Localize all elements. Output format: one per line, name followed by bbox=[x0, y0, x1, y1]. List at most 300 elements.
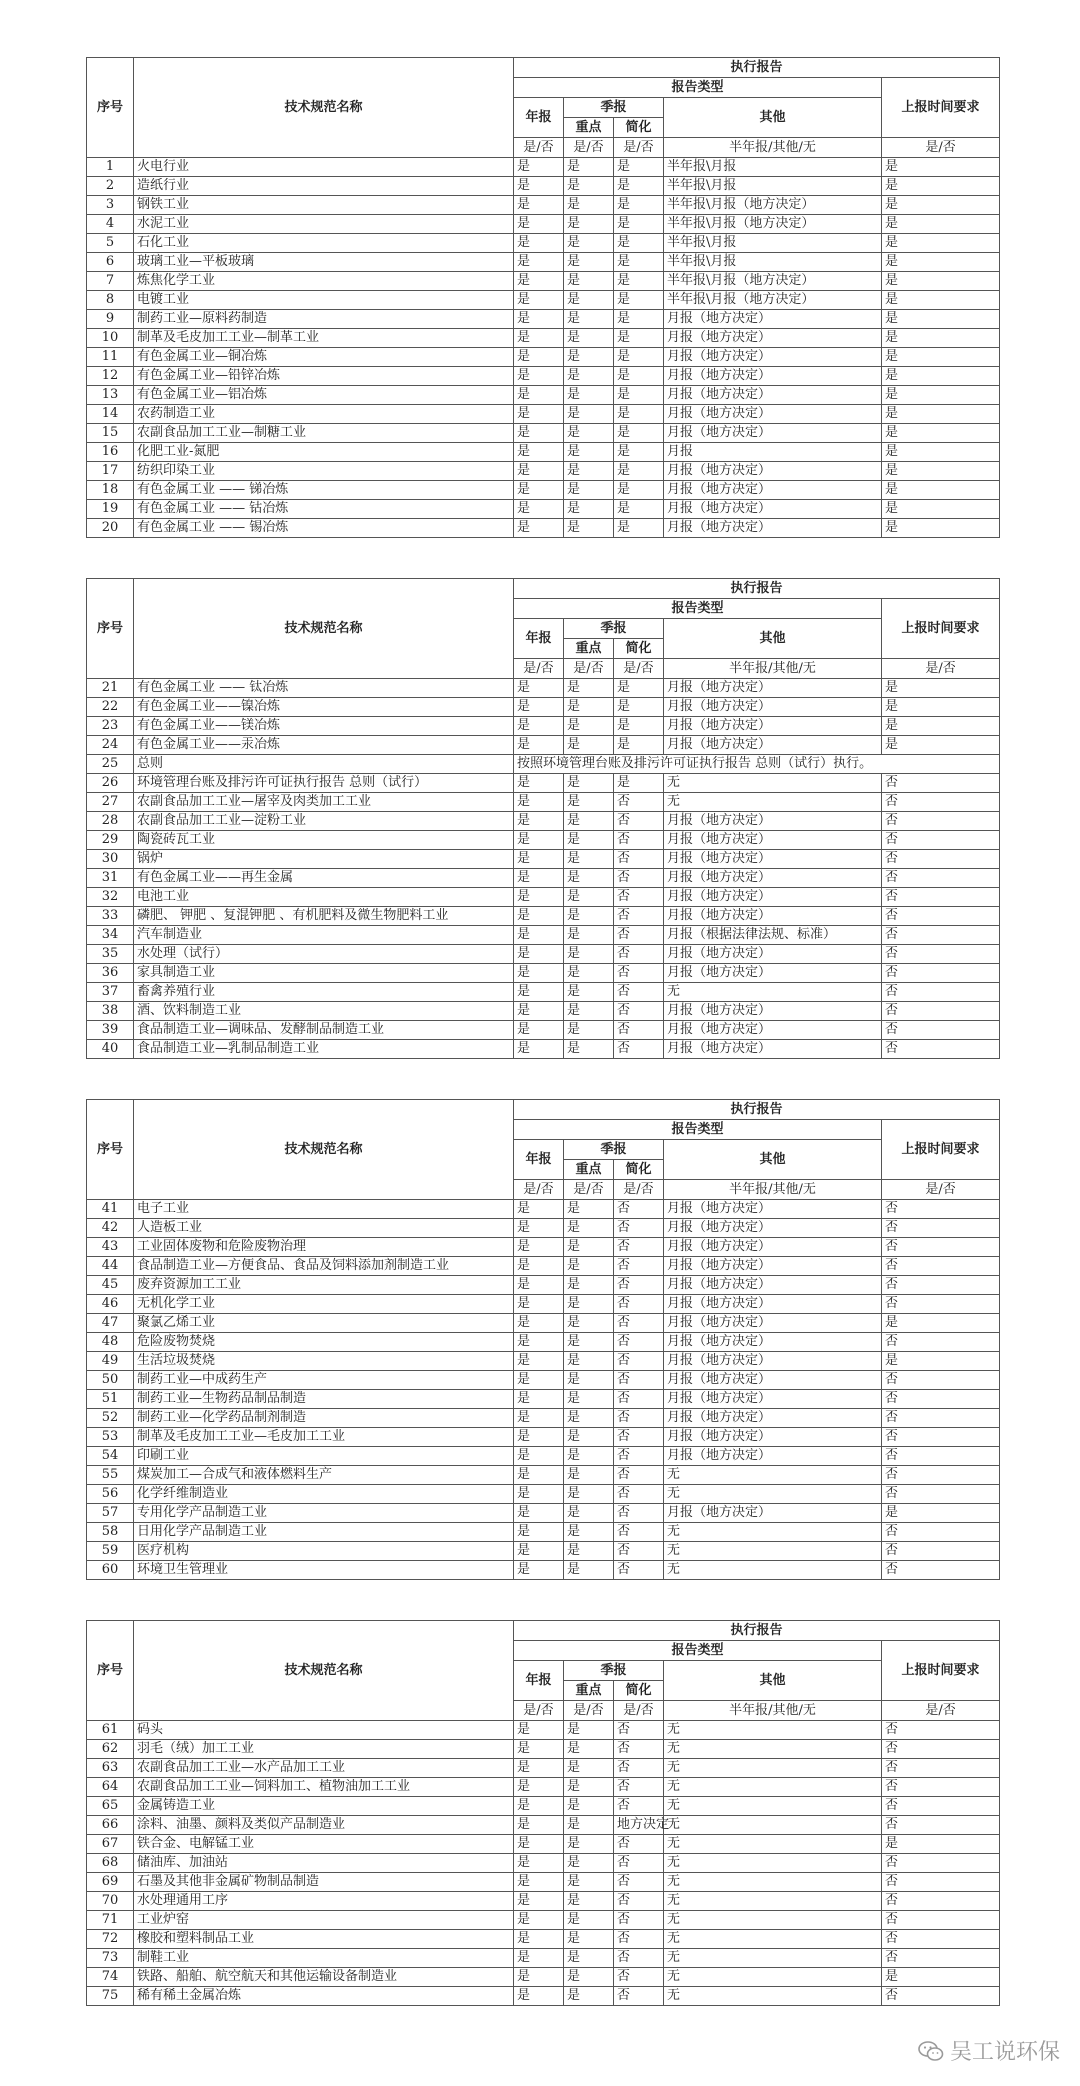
report-table-section-4 bbox=[86, 1620, 1000, 2006]
row-annual: 是 bbox=[514, 310, 564, 329]
header-deadline: 上报时间要求 bbox=[882, 599, 1000, 659]
row-seq: 16 bbox=[87, 443, 134, 462]
table-row bbox=[87, 1816, 1000, 1835]
table-row bbox=[87, 1371, 1000, 1390]
row-key: 是 bbox=[564, 1892, 614, 1911]
table-row bbox=[87, 1219, 1000, 1238]
row-annual: 是 bbox=[514, 812, 564, 831]
row-seq: 63 bbox=[87, 1759, 134, 1778]
row-name: 煤炭加工—合成气和液体燃料生产 bbox=[134, 1466, 514, 1485]
row-other: 月报（地方决定） bbox=[664, 964, 882, 983]
row-annual: 是 bbox=[514, 1238, 564, 1257]
row-other: 无 bbox=[664, 1778, 882, 1797]
row-name: 水处理通用工序 bbox=[134, 1892, 514, 1911]
row-key: 是 bbox=[564, 272, 614, 291]
row-deadline: 是 bbox=[882, 234, 1000, 253]
row-seq: 35 bbox=[87, 945, 134, 964]
row-seq: 44 bbox=[87, 1257, 134, 1276]
row-deadline: 是 bbox=[882, 291, 1000, 310]
row-simplified: 否 bbox=[614, 1854, 664, 1873]
row-annual: 是 bbox=[514, 964, 564, 983]
row-simplified: 否 bbox=[614, 983, 664, 1002]
row-simplified: 是 bbox=[614, 234, 664, 253]
row-seq: 68 bbox=[87, 1854, 134, 1873]
row-name: 酒、饮料制造工业 bbox=[134, 1002, 514, 1021]
row-simplified: 否 bbox=[614, 1002, 664, 1021]
row-name: 食品制造工业—方便食品、食品及饲料添加剂制造工业 bbox=[134, 1257, 514, 1276]
row-seq: 36 bbox=[87, 964, 134, 983]
table-row bbox=[87, 1930, 1000, 1949]
row-deadline: 是 bbox=[882, 443, 1000, 462]
row-simplified: 是 bbox=[614, 462, 664, 481]
header-report-type: 报告类型 bbox=[514, 599, 882, 619]
row-name: 制药工业—化学药品制剂制造 bbox=[134, 1409, 514, 1428]
row-seq: 59 bbox=[87, 1542, 134, 1561]
row-annual: 是 bbox=[514, 272, 564, 291]
header-other-options: 半年报/其他/无 bbox=[664, 659, 882, 679]
row-seq: 51 bbox=[87, 1390, 134, 1409]
row-other: 月报（地方决定） bbox=[664, 424, 882, 443]
row-simplified: 否 bbox=[614, 1040, 664, 1059]
row-annual: 是 bbox=[514, 831, 564, 850]
header-other-options: 半年报/其他/无 bbox=[664, 1701, 882, 1721]
row-annual: 是 bbox=[514, 405, 564, 424]
header-quarterly: 季报 bbox=[564, 1661, 664, 1681]
header-exec-report: 执行报告 bbox=[514, 58, 1000, 78]
row-key: 是 bbox=[564, 869, 614, 888]
table-row bbox=[87, 196, 1000, 215]
header-yn-deadline: 是/否 bbox=[882, 138, 1000, 158]
row-annual: 是 bbox=[514, 698, 564, 717]
header-quarterly: 季报 bbox=[564, 98, 664, 118]
row-simplified: 否 bbox=[614, 1778, 664, 1797]
row-deadline: 否 bbox=[882, 945, 1000, 964]
row-simplified: 是 bbox=[614, 158, 664, 177]
row-simplified: 否 bbox=[614, 888, 664, 907]
row-annual: 是 bbox=[514, 1854, 564, 1873]
row-key: 是 bbox=[564, 1504, 614, 1523]
row-annual: 是 bbox=[514, 443, 564, 462]
row-seq: 4 bbox=[87, 215, 134, 234]
row-simplified: 是 bbox=[614, 774, 664, 793]
row-other: 月报（地方决定） bbox=[664, 850, 882, 869]
row-deadline: 否 bbox=[882, 1447, 1000, 1466]
header-other: 其他 bbox=[664, 98, 882, 138]
row-seq: 46 bbox=[87, 1295, 134, 1314]
row-deadline: 是 bbox=[882, 386, 1000, 405]
row-key: 是 bbox=[564, 1523, 614, 1542]
row-name: 聚氯乙烯工业 bbox=[134, 1314, 514, 1333]
row-key: 是 bbox=[564, 1021, 614, 1040]
wechat-icon bbox=[918, 2040, 944, 2062]
table-row bbox=[87, 367, 1000, 386]
row-seq: 67 bbox=[87, 1835, 134, 1854]
row-simplified: 是 bbox=[614, 367, 664, 386]
row-other: 无 bbox=[664, 1987, 882, 2006]
row-annual: 是 bbox=[514, 1523, 564, 1542]
table-row bbox=[87, 907, 1000, 926]
row-simplified: 是 bbox=[614, 215, 664, 234]
row-name: 制鞋工业 bbox=[134, 1949, 514, 1968]
row-key: 是 bbox=[564, 1721, 614, 1740]
row-seq: 53 bbox=[87, 1428, 134, 1447]
row-simplified: 是 bbox=[614, 310, 664, 329]
row-deadline: 是 bbox=[882, 215, 1000, 234]
header-name: 技术规范名称 bbox=[134, 1100, 514, 1200]
row-simplified: 是 bbox=[614, 253, 664, 272]
table-row bbox=[87, 215, 1000, 234]
header-exec-report: 执行报告 bbox=[514, 1100, 1000, 1120]
header-other-options: 半年报/其他/无 bbox=[664, 1180, 882, 1200]
table-row bbox=[87, 1873, 1000, 1892]
row-deadline: 否 bbox=[882, 1021, 1000, 1040]
row-annual: 是 bbox=[514, 1504, 564, 1523]
row-key: 是 bbox=[564, 812, 614, 831]
row-key: 是 bbox=[564, 1987, 614, 2006]
row-name: 锅炉 bbox=[134, 850, 514, 869]
row-simplified: 是 bbox=[614, 405, 664, 424]
row-name: 环境管理台账及排污许可证执行报告 总则（试行） bbox=[134, 774, 514, 793]
row-seq: 20 bbox=[87, 519, 134, 538]
row-deadline: 否 bbox=[882, 907, 1000, 926]
row-annual: 是 bbox=[514, 1002, 564, 1021]
row-annual: 是 bbox=[514, 736, 564, 755]
row-annual: 是 bbox=[514, 1409, 564, 1428]
row-seq: 29 bbox=[87, 831, 134, 850]
row-simplified: 否 bbox=[614, 850, 664, 869]
table-row bbox=[87, 1542, 1000, 1561]
row-name: 稀有稀土金属冶炼 bbox=[134, 1987, 514, 2006]
row-key: 是 bbox=[564, 253, 614, 272]
row-other: 月报（地方决定） bbox=[664, 481, 882, 500]
row-simplified: 是 bbox=[614, 348, 664, 367]
row-key: 是 bbox=[564, 736, 614, 755]
row-key: 是 bbox=[564, 1040, 614, 1059]
row-simplified: 否 bbox=[614, 1409, 664, 1428]
row-deadline: 否 bbox=[882, 1542, 1000, 1561]
header-yn-simplified: 是/否 bbox=[614, 1180, 664, 1200]
row-key: 是 bbox=[564, 500, 614, 519]
row-name: 生活垃圾焚烧 bbox=[134, 1352, 514, 1371]
table-row bbox=[87, 1561, 1000, 1580]
table-row bbox=[87, 1911, 1000, 1930]
table-row bbox=[87, 1021, 1000, 1040]
header-other-options: 半年报/其他/无 bbox=[664, 138, 882, 158]
row-simplified: 是 bbox=[614, 717, 664, 736]
row-name: 橡胶和塑料制品工业 bbox=[134, 1930, 514, 1949]
row-seq: 3 bbox=[87, 196, 134, 215]
row-key: 是 bbox=[564, 158, 614, 177]
row-key: 是 bbox=[564, 424, 614, 443]
row-name: 总则 bbox=[134, 755, 514, 774]
header-key: 重点 bbox=[564, 1681, 614, 1701]
row-annual: 是 bbox=[514, 215, 564, 234]
row-other: 无 bbox=[664, 1523, 882, 1542]
row-key: 是 bbox=[564, 793, 614, 812]
table-row bbox=[87, 1740, 1000, 1759]
row-seq: 45 bbox=[87, 1276, 134, 1295]
row-name: 工业炉窑 bbox=[134, 1911, 514, 1930]
row-seq: 22 bbox=[87, 698, 134, 717]
row-seq: 12 bbox=[87, 367, 134, 386]
row-name: 危险废物焚烧 bbox=[134, 1333, 514, 1352]
row-simplified: 否 bbox=[614, 1542, 664, 1561]
table-row bbox=[87, 253, 1000, 272]
row-simplified: 否 bbox=[614, 1200, 664, 1219]
header-seq: 序号 bbox=[87, 1621, 134, 1721]
row-seq: 17 bbox=[87, 462, 134, 481]
header-key: 重点 bbox=[564, 118, 614, 138]
row-seq: 5 bbox=[87, 234, 134, 253]
table-row bbox=[87, 926, 1000, 945]
row-simplified: 否 bbox=[614, 1930, 664, 1949]
row-simplified: 否 bbox=[614, 1968, 664, 1987]
row-other: 无 bbox=[664, 1835, 882, 1854]
header-name: 技术规范名称 bbox=[134, 1621, 514, 1721]
row-seq: 48 bbox=[87, 1333, 134, 1352]
row-deadline: 是 bbox=[882, 405, 1000, 424]
row-seq: 34 bbox=[87, 926, 134, 945]
row-deadline: 是 bbox=[882, 253, 1000, 272]
row-annual: 是 bbox=[514, 1447, 564, 1466]
row-name: 制药工业—原料药制造 bbox=[134, 310, 514, 329]
row-annual: 是 bbox=[514, 1721, 564, 1740]
row-name: 有色金属工业—铅锌冶炼 bbox=[134, 367, 514, 386]
table-row bbox=[87, 1759, 1000, 1778]
row-deadline: 否 bbox=[882, 1816, 1000, 1835]
row-annual: 是 bbox=[514, 1542, 564, 1561]
row-seq: 64 bbox=[87, 1778, 134, 1797]
row-name: 陶瓷砖瓦工业 bbox=[134, 831, 514, 850]
table-row bbox=[87, 348, 1000, 367]
row-simplified: 否 bbox=[614, 1485, 664, 1504]
row-deadline: 是 bbox=[882, 481, 1000, 500]
row-name: 农副食品加工工业—饲料加工、植物油加工工业 bbox=[134, 1778, 514, 1797]
row-deadline: 否 bbox=[882, 1200, 1000, 1219]
row-simplified: 否 bbox=[614, 1314, 664, 1333]
table-row bbox=[87, 1485, 1000, 1504]
row-key: 是 bbox=[564, 481, 614, 500]
header-yn-simplified: 是/否 bbox=[614, 659, 664, 679]
row-annual: 是 bbox=[514, 329, 564, 348]
row-note: 按照环境管理台账及排污许可证执行报告 总则（试行）执行。 bbox=[514, 755, 1000, 774]
row-annual: 是 bbox=[514, 1021, 564, 1040]
table-row bbox=[87, 1040, 1000, 1059]
row-name: 有色金属工业——镁冶炼 bbox=[134, 717, 514, 736]
table-row bbox=[87, 272, 1000, 291]
row-name: 水处理（试行） bbox=[134, 945, 514, 964]
row-deadline: 是 bbox=[882, 272, 1000, 291]
row-simplified: 是 bbox=[614, 443, 664, 462]
row-seq: 60 bbox=[87, 1561, 134, 1580]
table-row bbox=[87, 1295, 1000, 1314]
row-name: 农副食品加工工业—淀粉工业 bbox=[134, 812, 514, 831]
row-annual: 是 bbox=[514, 1892, 564, 1911]
header-deadline: 上报时间要求 bbox=[882, 1120, 1000, 1180]
row-other: 月报（地方决定） bbox=[664, 831, 882, 850]
row-annual: 是 bbox=[514, 1257, 564, 1276]
row-name: 有色金属工业——汞冶炼 bbox=[134, 736, 514, 755]
row-simplified: 否 bbox=[614, 1352, 664, 1371]
row-simplified: 是 bbox=[614, 698, 664, 717]
row-deadline: 是 bbox=[882, 698, 1000, 717]
row-seq: 42 bbox=[87, 1219, 134, 1238]
table-row bbox=[87, 519, 1000, 538]
table-row bbox=[87, 1854, 1000, 1873]
row-other: 无 bbox=[664, 1759, 882, 1778]
row-other: 月报（地方决定） bbox=[664, 462, 882, 481]
row-annual: 是 bbox=[514, 234, 564, 253]
row-annual: 是 bbox=[514, 1333, 564, 1352]
table-row bbox=[87, 1276, 1000, 1295]
row-key: 是 bbox=[564, 1428, 614, 1447]
row-deadline: 否 bbox=[882, 793, 1000, 812]
row-seq: 19 bbox=[87, 500, 134, 519]
row-seq: 38 bbox=[87, 1002, 134, 1021]
row-annual: 是 bbox=[514, 945, 564, 964]
header-yn-simplified: 是/否 bbox=[614, 1701, 664, 1721]
row-other: 月报（地方决定） bbox=[664, 1314, 882, 1333]
row-name: 制革及毛皮加工工业—毛皮加工工业 bbox=[134, 1428, 514, 1447]
row-key: 是 bbox=[564, 1295, 614, 1314]
row-deadline: 是 bbox=[882, 500, 1000, 519]
row-other: 无 bbox=[664, 1911, 882, 1930]
table-row bbox=[87, 793, 1000, 812]
table-row bbox=[87, 1390, 1000, 1409]
row-simplified: 是 bbox=[614, 519, 664, 538]
row-seq: 31 bbox=[87, 869, 134, 888]
row-annual: 是 bbox=[514, 1930, 564, 1949]
row-key: 是 bbox=[564, 1276, 614, 1295]
row-deadline: 是 bbox=[882, 717, 1000, 736]
row-simplified: 是 bbox=[614, 291, 664, 310]
row-name: 制革及毛皮加工工业—制革工业 bbox=[134, 329, 514, 348]
header-report-type: 报告类型 bbox=[514, 78, 882, 98]
row-annual: 是 bbox=[514, 869, 564, 888]
header-yn-annual: 是/否 bbox=[514, 1180, 564, 1200]
row-seq: 41 bbox=[87, 1200, 134, 1219]
row-deadline: 是 bbox=[882, 424, 1000, 443]
row-annual: 是 bbox=[514, 926, 564, 945]
row-name: 铁路、船舶、航空航天和其他运输设备制造业 bbox=[134, 1968, 514, 1987]
row-deadline: 否 bbox=[882, 831, 1000, 850]
table-row bbox=[87, 1721, 1000, 1740]
row-other: 月报（地方决定） bbox=[664, 1002, 882, 1021]
row-simplified: 否 bbox=[614, 1428, 664, 1447]
row-annual: 是 bbox=[514, 519, 564, 538]
row-other: 月报（地方决定） bbox=[664, 1040, 882, 1059]
row-name: 农药制造工业 bbox=[134, 405, 514, 424]
row-seq: 71 bbox=[87, 1911, 134, 1930]
row-name: 铁合金、电解锰工业 bbox=[134, 1835, 514, 1854]
row-annual: 是 bbox=[514, 1949, 564, 1968]
table-row bbox=[87, 1835, 1000, 1854]
row-seq: 7 bbox=[87, 272, 134, 291]
row-deadline: 否 bbox=[882, 983, 1000, 1002]
table-row bbox=[87, 1504, 1000, 1523]
row-seq: 54 bbox=[87, 1447, 134, 1466]
table-row bbox=[87, 1987, 1000, 2006]
table-row bbox=[87, 1002, 1000, 1021]
row-other: 半年报\月报（地方决定） bbox=[664, 215, 882, 234]
row-key: 是 bbox=[564, 462, 614, 481]
row-key: 是 bbox=[564, 1200, 614, 1219]
row-seq: 18 bbox=[87, 481, 134, 500]
row-simplified: 是 bbox=[614, 329, 664, 348]
row-simplified: 否 bbox=[614, 1021, 664, 1040]
header-report-type: 报告类型 bbox=[514, 1641, 882, 1661]
row-seq: 37 bbox=[87, 983, 134, 1002]
row-seq: 28 bbox=[87, 812, 134, 831]
header-other: 其他 bbox=[664, 1140, 882, 1180]
row-simplified: 否 bbox=[614, 1911, 664, 1930]
header-yn-annual: 是/否 bbox=[514, 659, 564, 679]
row-other: 无 bbox=[664, 1949, 882, 1968]
row-seq: 15 bbox=[87, 424, 134, 443]
header-exec-report: 执行报告 bbox=[514, 1621, 1000, 1641]
row-name: 钢铁工业 bbox=[134, 196, 514, 215]
row-deadline: 否 bbox=[882, 888, 1000, 907]
table-row bbox=[87, 831, 1000, 850]
row-name: 无机化学工业 bbox=[134, 1295, 514, 1314]
row-key: 是 bbox=[564, 1542, 614, 1561]
row-other: 月报（地方决定） bbox=[664, 367, 882, 386]
row-other: 月报（地方决定） bbox=[664, 945, 882, 964]
row-name: 羽毛（绒）加工工业 bbox=[134, 1740, 514, 1759]
row-deadline: 否 bbox=[882, 926, 1000, 945]
row-seq: 6 bbox=[87, 253, 134, 272]
row-other: 无 bbox=[664, 1854, 882, 1873]
row-simplified: 否 bbox=[614, 1257, 664, 1276]
row-name: 石墨及其他非金属矿物制品制造 bbox=[134, 1873, 514, 1892]
row-key: 是 bbox=[564, 1002, 614, 1021]
header-key: 重点 bbox=[564, 1160, 614, 1180]
row-simplified: 否 bbox=[614, 1523, 664, 1542]
header-yn-annual: 是/否 bbox=[514, 1701, 564, 1721]
row-name: 制药工业—生物药品制品制造 bbox=[134, 1390, 514, 1409]
row-other: 月报（地方决定） bbox=[664, 1409, 882, 1428]
row-annual: 是 bbox=[514, 253, 564, 272]
table-row bbox=[87, 1238, 1000, 1257]
row-seq: 62 bbox=[87, 1740, 134, 1759]
header-other: 其他 bbox=[664, 1661, 882, 1701]
header-seq: 序号 bbox=[87, 58, 134, 158]
table-row bbox=[87, 869, 1000, 888]
row-seq: 49 bbox=[87, 1352, 134, 1371]
row-annual: 是 bbox=[514, 1314, 564, 1333]
row-other: 月报（地方决定） bbox=[664, 1021, 882, 1040]
row-seq: 24 bbox=[87, 736, 134, 755]
header-key: 重点 bbox=[564, 639, 614, 659]
row-seq: 10 bbox=[87, 329, 134, 348]
row-simplified: 否 bbox=[614, 1238, 664, 1257]
row-simplified: 地方决定 bbox=[614, 1816, 664, 1835]
table-row bbox=[87, 1200, 1000, 1219]
row-seq: 26 bbox=[87, 774, 134, 793]
row-seq: 39 bbox=[87, 1021, 134, 1040]
row-deadline: 否 bbox=[882, 1257, 1000, 1276]
row-seq: 1 bbox=[87, 158, 134, 177]
row-other: 月报（地方决定） bbox=[664, 1238, 882, 1257]
header-simplified: 简化 bbox=[614, 639, 664, 659]
row-seq: 69 bbox=[87, 1873, 134, 1892]
table-row bbox=[87, 405, 1000, 424]
row-key: 是 bbox=[564, 215, 614, 234]
row-seq: 61 bbox=[87, 1721, 134, 1740]
header-simplified: 简化 bbox=[614, 118, 664, 138]
row-deadline: 否 bbox=[882, 1371, 1000, 1390]
row-name: 码头 bbox=[134, 1721, 514, 1740]
